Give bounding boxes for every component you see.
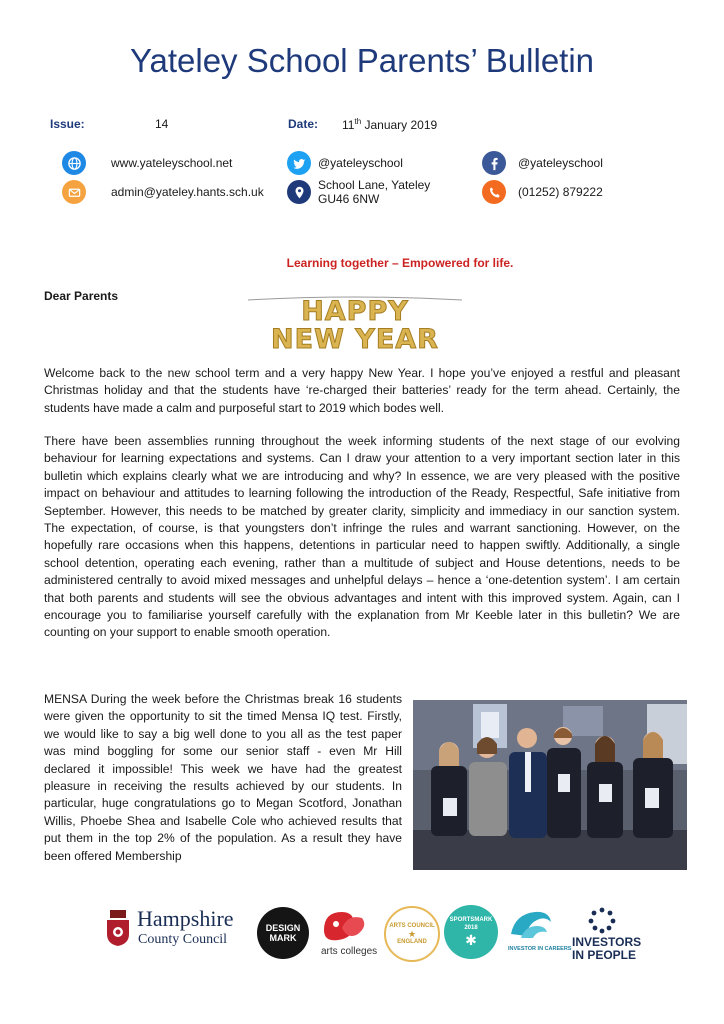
paragraph-mensa: MENSA During the week before the Christmas break 16 students were given the opportunity to sit the timed Mensa IQ test. Firstly, we would like to say a big well done to you all as the test paper was mind boggling for some our senior staff - even Mr Hill declared it impossible! This week we have had the greatest pleasure in receiving the results achieved by our students. In particular, huge congratulations go to Megan Scotford, Jonathan Willis, Phoebe Shea and Isabelle Cole who achieved results that put them in the top 2% of the population. As a result they have been offered Membership: [44, 692, 402, 863]
school-tagline: Learning together – Empowered for life.: [286, 256, 514, 270]
greeting: Dear Parents: [44, 289, 119, 303]
address-line-2: GU46 6NW: [318, 192, 380, 206]
arts-council-star: ★: [407, 929, 417, 939]
sportsmark-star: ✱: [465, 932, 477, 948]
phone-number[interactable]: (01252) 879222: [518, 185, 603, 199]
date-label: Date:: [288, 117, 319, 131]
phone-icon: [482, 180, 506, 204]
hampshire-logo-line-1: Hampshire: [137, 906, 234, 931]
arts-colleges-label: arts colleges: [321, 946, 378, 957]
happy-new-year-banner: [246, 295, 464, 359]
facebook-handle[interactable]: @yateleyschool: [518, 156, 603, 170]
address: [318, 178, 430, 206]
issue-label: Issue:: [50, 117, 85, 131]
arts-council-logo: [384, 906, 440, 962]
hampshire-logo-line-2: County Council: [138, 932, 228, 947]
bulletin-title: Yateley School Parents’ Bulletin: [129, 42, 595, 79]
investors-in-people-line-1: INVESTORS: [572, 935, 642, 949]
arts-colleges-icon: [320, 908, 368, 942]
email-link[interactable]: admin@yateley.hants.sch.uk: [111, 185, 264, 199]
mensa-students-photo: [413, 700, 687, 870]
investors-in-people-icon: [586, 906, 618, 934]
arts-council-bottom: ENGLAND: [397, 939, 427, 945]
hampshire-crest-icon: [104, 908, 132, 948]
website-link[interactable]: www.yateleyschool.net: [111, 156, 233, 170]
paragraph-welcome: Welcome back to the new school term and a very happy New Year. I hope you’ve enjoyed a restful and pleasant Christmas holiday and that the students have ‘re-charged their batteries’ ready for the term ahead. Certainly, the students have made a calm and purposeful start to 2019 which bodes well.: [44, 366, 680, 415]
email-icon: [62, 180, 86, 204]
investors-in-people-line-2: IN PEOPLE: [572, 948, 637, 962]
sportsmark-logo: [444, 905, 498, 959]
investor-in-careers-label: INVESTOR IN CAREERS: [508, 946, 572, 952]
design-mark-logo: [257, 907, 309, 959]
design-mark-line-1: DESIGN: [265, 923, 301, 933]
paragraph-behaviour: There have been assemblies running throughout the week informing students of the next stage of our evolving behaviour for learning expectations and systems. Can I draw your attention to a very important section later in this bulletin which explains clearly what we are introducing and why? In essence, we are very pleased with the positive impact on behaviour and attitudes to learning following the introduction of the Ready, Respectful, Safe initiative from September. However, this needs to be matched by greater clarity, simplicity and immediacy in our sanction system. The expectation, of course, is that youngsters don’t infringe the rules and warrant sanctioning. However, on the hopefully rare occasions when this happens, detentions in particular need to happen swiftly. Additionally, a single school detention, operating each evening, rather than a multitude of subject and House detentions, needs to be administered centrally to avoid mixed messages and unhelpful delays – hence a ‘one-detention system’. I am certain that both parents and students will see the obvious advantages and intent with this improved system. Again, can I encourage you to familiarise yourself carefully with the explanation from Mr Keeble later in this bulletin? We are counting on your support to enable smooth operation.: [44, 434, 680, 640]
address-line-1: School Lane, Yateley: [318, 178, 431, 192]
issue-value: 14: [155, 117, 169, 131]
arts-council-top: ARTS COUNCIL: [389, 923, 435, 929]
location-pin-icon: [287, 180, 311, 204]
sportsmark-label: SPORTSMARK 2018: [449, 917, 493, 931]
twitter-handle[interactable]: @yateleyschool: [318, 156, 403, 170]
globe-icon: [62, 151, 86, 175]
banner-line-2: NEW YEAR: [271, 324, 439, 355]
investor-in-careers-icon: [507, 908, 555, 942]
banner-line-1: HAPPY: [301, 296, 409, 327]
facebook-icon: [482, 151, 506, 175]
twitter-icon: [287, 151, 311, 175]
design-mark-line-2: MARK: [269, 933, 297, 943]
date-value: 11th January 2019: [342, 117, 438, 132]
